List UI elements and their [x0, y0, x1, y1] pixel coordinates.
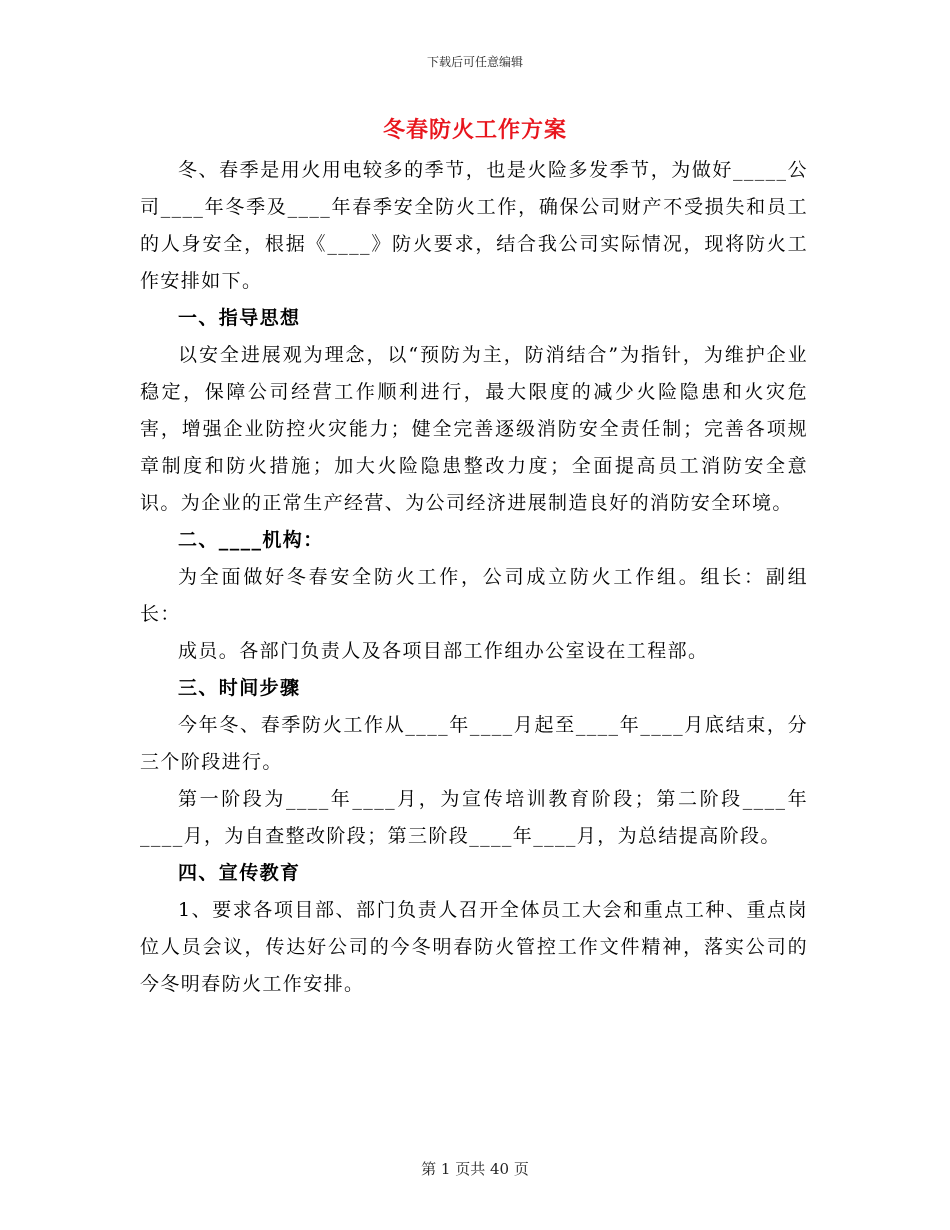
section-1-paragraph: 以安全进展观为理念，以“预防为主，防消结合”为指针，为维护企业稳定，保障公司经营工作顺利进行，最大限度的减少火险隐患和火灾危害，增强企业防控火灾能力；健全完善逐级消防安全责任制；完善各项规章制度和防火措施；加大火险隐患整改力度；全面提高员工消防安全意识。为企业的正常生产经营、为公司经济进展制造良好的消防安全环境。	[140, 344, 808, 514]
section-4-heading: 四、宣传教育	[178, 862, 301, 884]
section-1-heading: 一、指导思想	[178, 307, 301, 329]
section-3-paragraph-1: 今年冬、春季防火工作从____年____月起至____年____月底结束，分三个阶段进行。	[140, 714, 808, 773]
section-4-paragraph-1: 1、要求各项目部、部门负责人召开全体员工大会和重点工种、重点岗位人员会议，传达好公司的今冬明春防火管控工作文件精神，落实公司的今冬明春防火工作安排。	[140, 899, 808, 995]
section-3-heading: 三、时间步骤	[178, 677, 301, 699]
document-title: 冬春防火工作方案	[382, 117, 567, 143]
intro-paragraph: 冬、春季是用火用电较多的季节，也是火险多发季节，为做好_____公司____年冬季及____年春季安全防火工作，确保公司财产不受损失和员工的人身安全，根据《____》防火要求，结合我公司实际情况，现将防火工作安排如下。	[140, 159, 808, 292]
document-body	[140, 152, 808, 1003]
section-2-heading: 二、____机构：	[178, 529, 324, 551]
page-number-footer: 第 1 页共 40 页	[421, 1160, 529, 1178]
section-2-paragraph-1: 为全面做好冬春安全防火工作，公司成立防火工作组。组长：副组长：	[140, 566, 808, 625]
section-2-paragraph-2: 成员。各部门负责人及各项目部工作组办公室设在工程部。	[178, 640, 709, 662]
section-3-paragraph-2: 第一阶段为____年____月，为宣传培训教育阶段；第二阶段____年____月，为自查整改阶段；第三阶段____年____月，为总结提高阶段。	[140, 788, 808, 847]
page-header-note: 下载后可任意编辑	[426, 55, 523, 69]
